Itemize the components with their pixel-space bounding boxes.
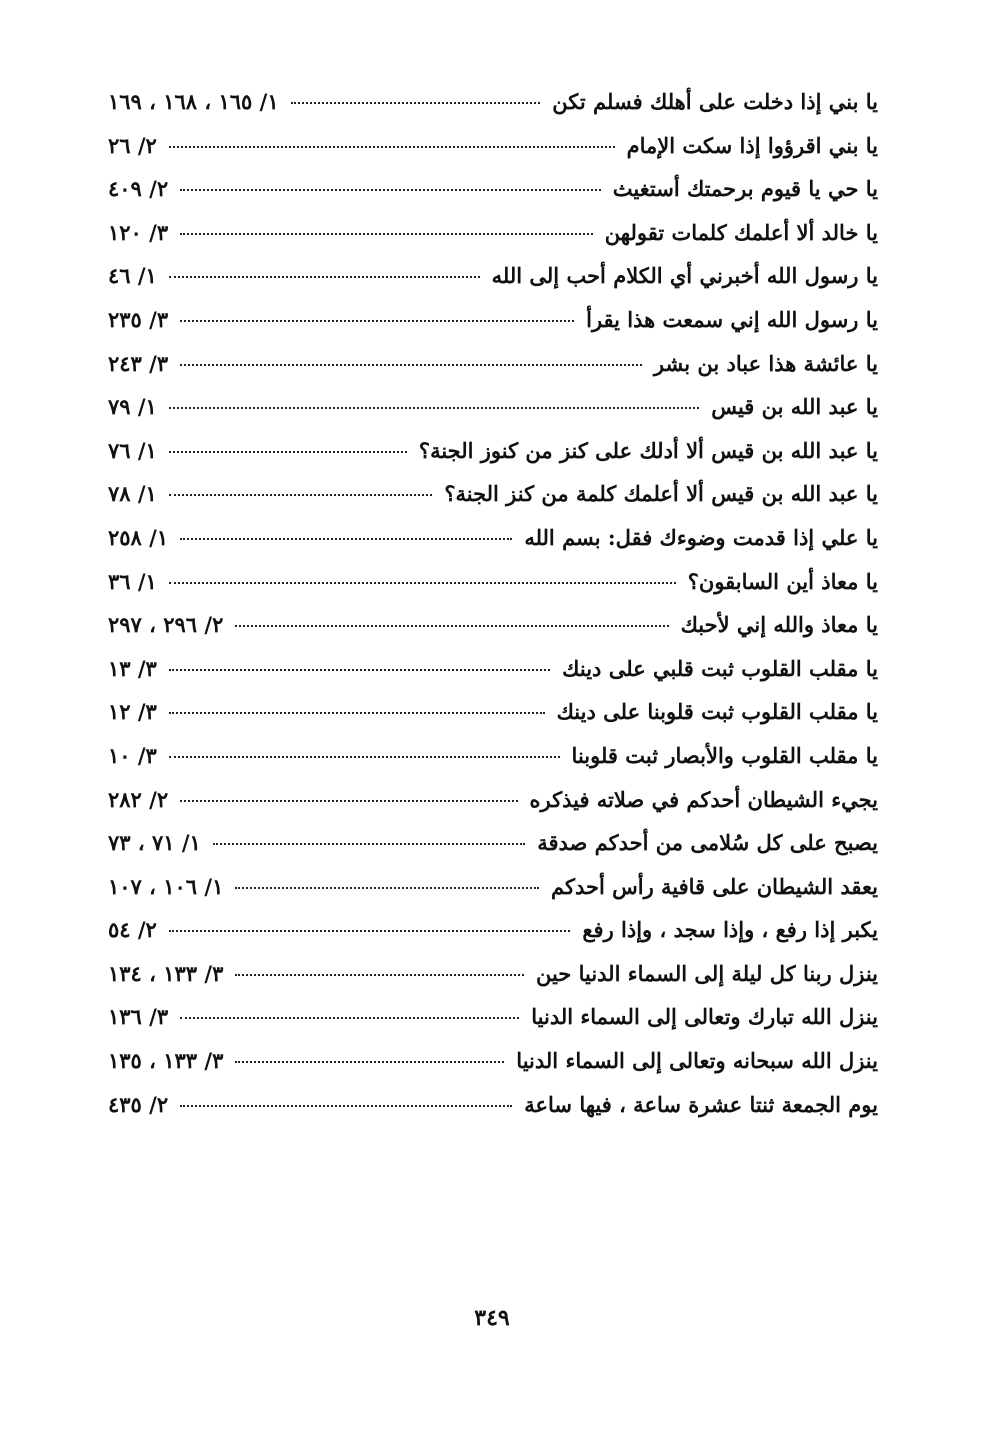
- index-entry: [108, 124, 878, 168]
- entry-reference: ١/ ١٠٦ ، ١٠٧: [108, 873, 224, 899]
- dot-leader: [180, 1105, 512, 1107]
- index-entry: [108, 211, 878, 255]
- entry-text: يا علي إذا قدمت وضوءك فقل: بسم الله: [524, 524, 878, 550]
- entry-reference: ٣/ ١٠: [108, 742, 157, 768]
- entry-reference: ١/ ١٦٥ ، ١٦٨ ، ١٦٩: [108, 89, 279, 114]
- page-number: ٣٤٩: [474, 1305, 510, 1331]
- entry-text: يا مقلب القلوب والأبصار ثبت قلوبنا: [571, 742, 878, 768]
- entry-reference: ٣/ ١٢٠: [108, 219, 169, 245]
- index-entry: [108, 734, 878, 778]
- entry-text: يا معاذ والله إني لأحبك: [680, 612, 878, 638]
- index-entry: [108, 995, 878, 1039]
- dot-leader: [235, 625, 668, 627]
- entry-reference: ٣/ ١٣٣ ، ١٣٥: [108, 1048, 224, 1074]
- entry-reference: ٣/ ١٢: [108, 699, 157, 725]
- dot-leader: [291, 102, 541, 104]
- entry-reference: ١/ ٣٦: [108, 568, 157, 594]
- index-entry: [108, 952, 878, 996]
- index-entry: [108, 647, 878, 691]
- index-entry: [108, 385, 878, 429]
- index-entry: [108, 298, 878, 342]
- dot-leader: [169, 669, 550, 671]
- entry-text: يجيء الشيطان أحدكم في صلاته فيذكره: [529, 786, 878, 812]
- dot-leader: [180, 1017, 519, 1019]
- index-entry: [108, 516, 878, 560]
- index-entry: [108, 429, 878, 473]
- index-list: [108, 80, 878, 1126]
- entry-reference: ٢/ ٢٦: [108, 132, 157, 158]
- index-entry: [108, 1039, 878, 1083]
- entry-reference: ١/ ٧٩: [108, 394, 157, 420]
- entry-text: ينزل ربنا كل ليلة إلى السماء الدنيا حين: [535, 960, 878, 986]
- entry-reference: ٢/ ٤٣٥: [108, 1091, 169, 1117]
- entry-reference: ٣/ ٢٣٥: [108, 306, 169, 332]
- dot-leader: [180, 189, 601, 191]
- dot-leader: [169, 407, 699, 409]
- entry-reference: ١/ ٧٦: [108, 437, 157, 463]
- index-entry: [108, 603, 878, 647]
- dot-leader: [169, 930, 571, 932]
- index-entry: [108, 1083, 878, 1127]
- entry-reference: ٣/ ١٣٦: [108, 1004, 169, 1030]
- entry-text: ينزل الله سبحانه وتعالى إلى السماء الدنيا: [516, 1048, 878, 1074]
- entry-reference: ٢/ ٤٠٩: [108, 176, 169, 202]
- index-entry: [108, 821, 878, 865]
- dot-leader: [169, 451, 407, 453]
- index-entry: [108, 690, 878, 734]
- entry-text: يعقد الشيطان على قافية رأس أحدكم: [550, 873, 878, 899]
- index-entry: [108, 80, 878, 124]
- index-entry: [108, 342, 878, 386]
- dot-leader: [169, 582, 676, 584]
- dot-leader: [180, 538, 512, 540]
- index-entry: [108, 778, 878, 822]
- entry-text: يا عبد الله بن قيس ألا أدلك على كنز من كنوز الجنة؟: [418, 437, 878, 463]
- dot-leader: [180, 233, 593, 235]
- dot-leader: [180, 800, 517, 802]
- index-entry: [108, 865, 878, 909]
- entry-text: يا حي يا قيوم برحمتك أستغيث: [612, 176, 878, 202]
- entry-text: يا بني إذا دخلت على أهلك فسلم تكن: [552, 89, 878, 114]
- entry-text: يا مقلب القلوب ثبت قلوبنا على دينك: [556, 699, 878, 725]
- entry-reference: ٢/ ٢٩٦ ، ٢٩٧: [108, 612, 224, 638]
- entry-text: يكبر إذا رفع ، وإذا سجد ، وإذا رفع: [582, 917, 878, 943]
- dot-leader: [213, 843, 525, 845]
- entry-reference: ١/ ٧٨: [108, 481, 157, 507]
- entry-reference: ٢/ ٥٤: [108, 917, 157, 943]
- entry-text: يوم الجمعة ثنتا عشرة ساعة ، فيها ساعة: [524, 1091, 878, 1117]
- entry-text: يا معاذ أين السابقون؟: [687, 568, 878, 594]
- entry-text: ينزل الله تبارك وتعالى إلى السماء الدنيا: [531, 1004, 878, 1030]
- entry-reference: ٣/ ١٣٣ ، ١٣٤: [108, 960, 224, 986]
- entry-reference: ١/ ٢٥٨: [108, 524, 169, 550]
- entry-text: يصبح على كل سُلامى من أحدكم صدقة: [537, 830, 878, 856]
- dot-leader: [169, 276, 480, 278]
- entry-text: يا رسول الله إني سمعت هذا يقرأ: [586, 306, 878, 332]
- entry-text: يا مقلب القلوب ثبت قلبي على دينك: [562, 655, 878, 681]
- entry-text: يا عبد الله بن قيس: [711, 394, 878, 420]
- entry-text: يا بني اقرؤوا إذا سكت الإمام: [626, 132, 878, 158]
- dot-leader: [169, 494, 433, 496]
- dot-leader: [169, 756, 560, 758]
- index-entry: [108, 908, 878, 952]
- entry-reference: ١/ ٧١ ، ٧٣: [108, 830, 201, 856]
- dot-leader: [180, 320, 574, 322]
- dot-leader: [180, 364, 642, 366]
- index-entry: [108, 472, 878, 516]
- entry-reference: ٣/ ١٣: [108, 655, 157, 681]
- entry-reference: ٢/ ٢٨٢: [108, 786, 169, 812]
- entry-text: يا رسول الله أخبرني أي الكلام أحب إلى الله: [491, 263, 878, 289]
- entry-text: يا عبد الله بن قيس ألا أعلمك كلمة من كنز الجنة؟: [444, 481, 878, 507]
- dot-leader: [235, 887, 539, 889]
- entry-text: يا خالد ألا أعلمك كلمات تقولهن: [604, 219, 878, 245]
- dot-leader: [235, 974, 524, 976]
- index-entry: [108, 254, 878, 298]
- index-entry: [108, 560, 878, 604]
- index-entry: [108, 167, 878, 211]
- dot-leader: [169, 146, 615, 148]
- entry-reference: ١/ ٤٦: [108, 263, 157, 289]
- dot-leader: [235, 1061, 504, 1063]
- dot-leader: [169, 712, 545, 714]
- entry-text: يا عائشة هذا عباد بن بشر: [653, 350, 878, 376]
- entry-reference: ٣/ ٢٤٣: [108, 350, 169, 376]
